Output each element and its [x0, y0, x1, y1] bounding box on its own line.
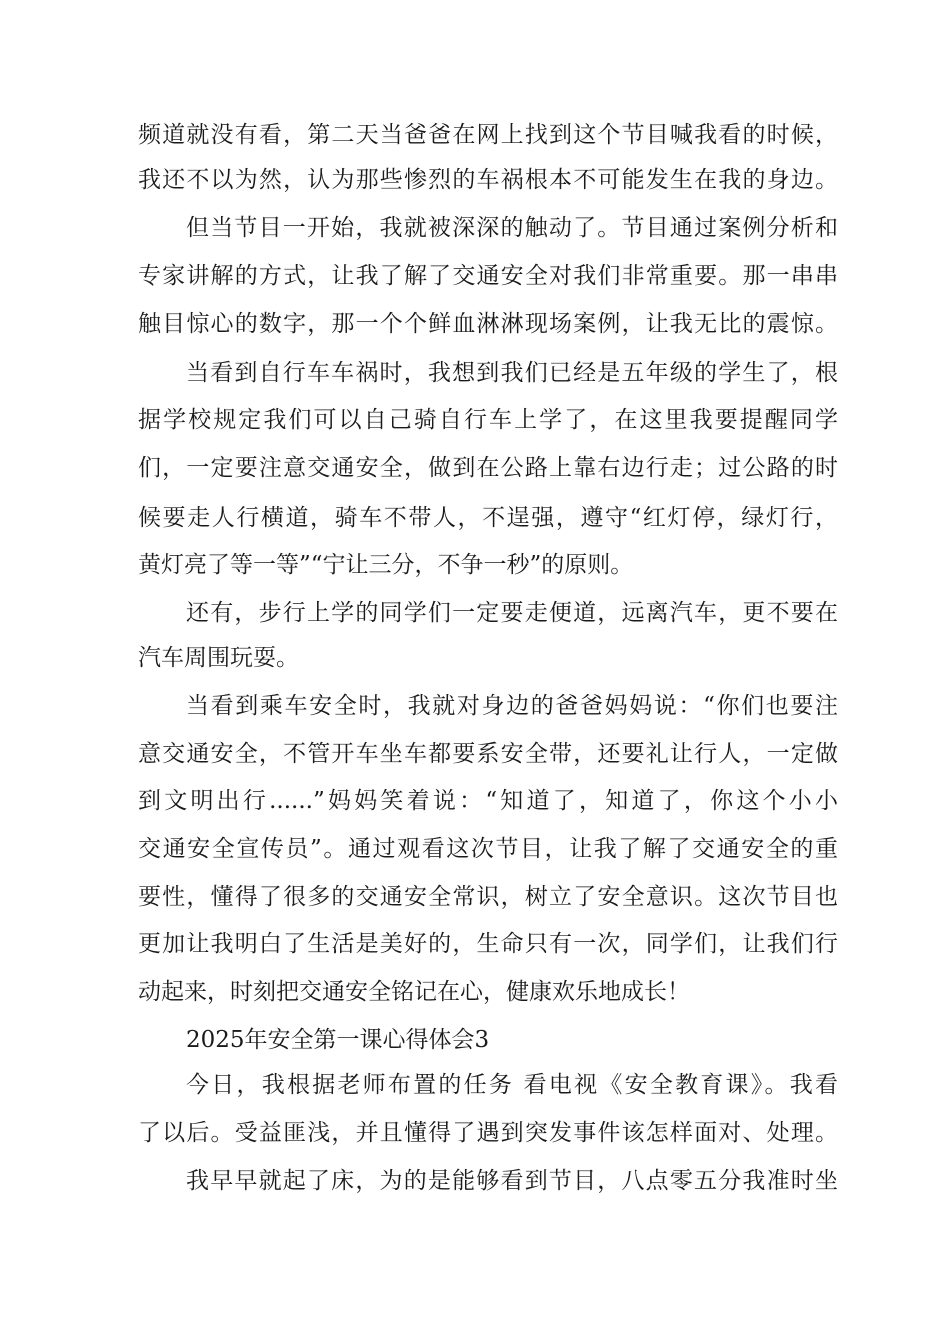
- paragraph-first-line: 今日，我根据老师布置的任务 看电视《安全教育课》。我看: [186, 1072, 838, 1098]
- text-line: 据学校规定我们可以自己骑自行车上学了，在这里我要提醒同学: [138, 407, 838, 433]
- text-line: 到文明出行......”妈妈笑着说：“知道了，知道了，你这个小小: [138, 788, 838, 814]
- text-line: 动起来，时刻把交通安全铭记在心，健康欢乐地成长！: [138, 979, 690, 1005]
- paragraph-first-line: 当看到自行车车祸时，我想到我们已经是五年级的学生了，根: [186, 360, 838, 386]
- text-line: 们，一定要注意交通安全，做到在公路上靠右边行走；过公路的时: [138, 455, 838, 481]
- text-line: 汽车周围玩耍。: [138, 645, 299, 671]
- text-line: 触目惊心的数字，那一个个鲜血淋淋现场案例，让我无比的震惊。: [138, 311, 838, 337]
- paragraph-first-line: 但当节目一开始，我就被深深的触动了。节目通过案例分析和: [186, 215, 838, 241]
- text-line: 候要走人行横道，骑车不带人，不逞强，遵守“红灯停，绿灯行，: [138, 505, 838, 531]
- paragraph-first-line: 我早早就起了床，为的是能够看到节目，八点零五分我准时坐: [186, 1168, 838, 1194]
- text-line: 更加让我明白了生活是美好的，生命只有一次，同学们，让我们行: [138, 931, 838, 957]
- paragraph-first-line: 还有，步行上学的同学们一定要走便道，远离汽车，更不要在: [186, 600, 838, 626]
- text-line: 要性，懂得了很多的交通安全常识，树立了安全意识。这次节目也: [138, 884, 838, 910]
- text-line: 交通安全宣传员”。通过观看这次节目，让我了解了交通安全的重: [138, 836, 838, 862]
- text-line: 了以后。受益匪浅，并且懂得了遇到突发事件该怎样面对、处理。: [138, 1120, 838, 1146]
- text-line: 意交通安全，不管开车坐车都要系安全带，还要礼让行人，一定做: [138, 741, 838, 767]
- text-line: 专家讲解的方式，让我了解了交通安全对我们非常重要。那一串串: [138, 263, 838, 289]
- text-line: 黄灯亮了等一等”“宁让三分，不争一秒”的原则。: [138, 552, 634, 578]
- section-heading: 2025年安全第一课心得体会3: [186, 1027, 490, 1053]
- text-line: 我还不以为然，认为那些惨烈的车祸根本不可能发生在我的身边。: [138, 167, 838, 193]
- text-line: 频道就没有看，第二天当爸爸在网上找到这个节目喊我看的时候，: [138, 122, 838, 148]
- paragraph-first-line: 当看到乘车安全时，我就对身边的爸爸妈妈说：“你们也要注: [186, 693, 838, 719]
